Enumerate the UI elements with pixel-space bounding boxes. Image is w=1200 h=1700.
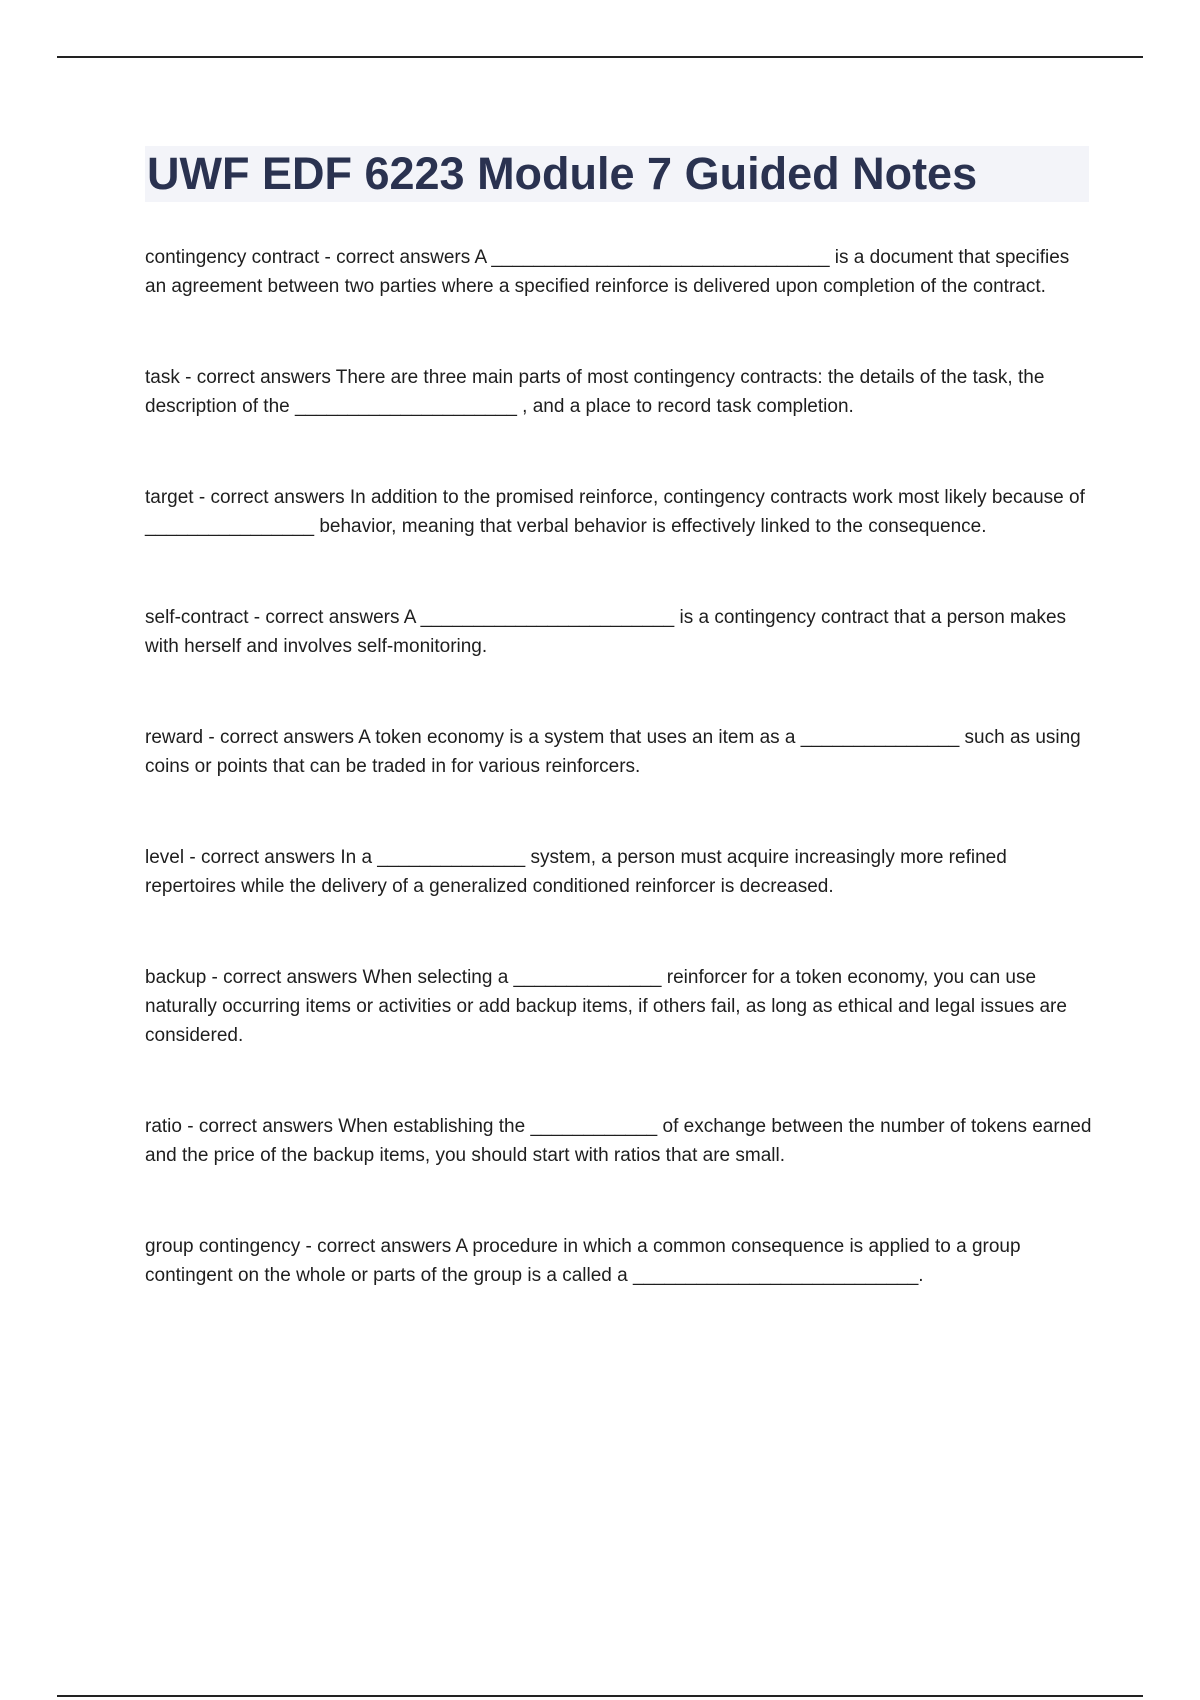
note-level: level - correct answers In a ______________ system, a person must acquire increasingly more refined repertoires while the delivery of a generalized conditioned reinforcer is decreased. [145, 847, 1007, 897]
note-contingency-contract: contingency contract - correct answers A ________________________________ is a document that specifies an agreement between two parties where a specified reinforce is delivered upon completion of the contract. [145, 247, 1070, 297]
document-title: UWF EDF 6223 Module 7 Guided Notes [147, 148, 978, 199]
note-self-contract: self-contract - correct answers A ________________________ is a contingency contract that a person makes with herself and involves self-monitoring. [145, 607, 1067, 657]
note-group-contingency: group contingency - correct answers A procedure in which a common consequence is applied to a group contingent on the whole or parts of the group is a called a ___________________________. [145, 1236, 1021, 1286]
notes-list [145, 243, 1095, 1290]
note-reward: reward - correct answers A token economy is a system that uses an item as a _______________ such as using coins or points that can be traded in for various reinforcers. [145, 727, 1081, 777]
note-target: target - correct answers In addition to the promised reinforce, contingency contracts work most likely because of ________________ behavior, meaning that verbal behavior is effectively linked to the consequence. [145, 487, 1085, 537]
bottom-rule [57, 1695, 1143, 1697]
top-rule [57, 56, 1143, 58]
note-task: task - correct answers There are three main parts of most contingency contracts: the details of the task, the description of the _____________________ , and a place to record task completion. [145, 367, 1045, 417]
note-backup: backup - correct answers When selecting a ______________ reinforcer for a token economy, you can use naturally occurring items or activities or add backup items, if others fail, as long as ethical and legal issues are considered. [145, 967, 1067, 1046]
note-ratio: ratio - correct answers When establishing the ____________ of exchange between the number of tokens earned and the price of the backup items, you should start with ratios that are small. [145, 1116, 1092, 1166]
title-banner [145, 146, 1089, 202]
